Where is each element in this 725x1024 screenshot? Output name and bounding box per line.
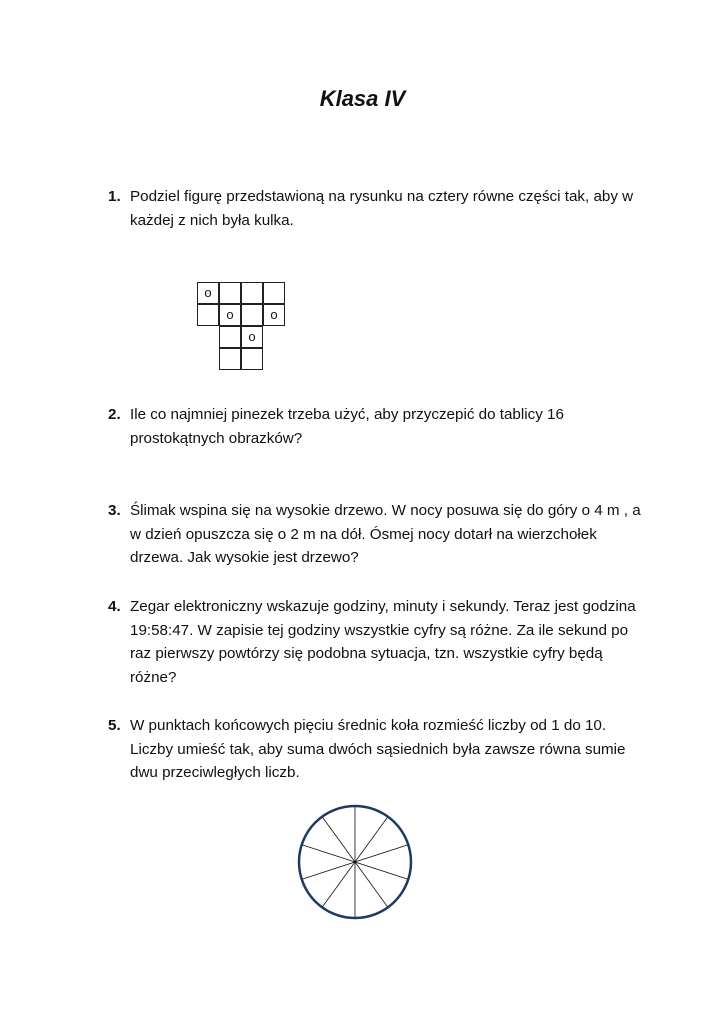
grid-cell (263, 304, 285, 326)
grid-cell (263, 282, 285, 304)
problem-3-number: 3. (108, 502, 121, 519)
problem-5-text: W punktach końcowych pięciu średnic koła rozmieść liczby od 1 do 10. Liczby umieść tak, aby suma dwóch sąsiednich była zawsze równa sumie dwu przeciwległych liczb. (130, 717, 626, 781)
grid-cell (197, 282, 219, 304)
ball-marker: o (270, 307, 278, 322)
problem-3-text: Ślimak wspina się na wysokie drzewo. W nocy posuwa się do góry o 4 m , a w dzień opuszcza się o 2 m na dół. Ósmej nocy dotarł na wierzchołek drzewa. Jak wysokie jest drzewo? (130, 502, 641, 566)
circle-diagram (296, 803, 414, 921)
grid-cell (241, 326, 263, 348)
grid-figure (197, 282, 289, 370)
problem-3 (108, 499, 648, 570)
problem-2 (108, 403, 648, 450)
ball-marker: o (226, 307, 234, 322)
problem-5 (108, 714, 648, 785)
grid-cell (219, 304, 241, 326)
problem-1-number: 1. (108, 188, 121, 205)
grid-cell (219, 326, 241, 348)
grid-cell (241, 304, 263, 326)
problem-4-text: Zegar elektroniczny wskazuje godziny, minuty i sekundy. Teraz jest godzina 19:58:47. W zapisie tej godziny wszystkie cyfry są różne. Za ile sekund po raz pierwszy powtórzy się podobna sytuacja, tzn. wszystkie cyfry będą różne? (130, 598, 636, 686)
problem-2-text: Ile co najmniej pinezek trzeba użyć, aby przyczepić do tablicy 16 prostokątnych obrazków? (130, 406, 564, 447)
circle-figure (296, 803, 414, 921)
problem-1 (108, 185, 648, 232)
grid-cell (197, 304, 219, 326)
grid-cell (219, 348, 241, 370)
ball-marker: o (248, 329, 256, 344)
ball-marker: o (204, 285, 212, 300)
grid-cell (219, 282, 241, 304)
problem-2-number: 2. (108, 406, 121, 423)
problem-4-number: 4. (108, 598, 121, 615)
problem-1-text: Podziel figurę przedstawioną na rysunku na cztery równe części tak, aby w każdej z nich była kulka. (130, 188, 634, 229)
grid-cell (241, 348, 263, 370)
page-title: Klasa IV (319, 86, 406, 111)
grid-cell (241, 282, 263, 304)
problem-5-number: 5. (108, 717, 121, 734)
problem-4 (108, 595, 648, 689)
